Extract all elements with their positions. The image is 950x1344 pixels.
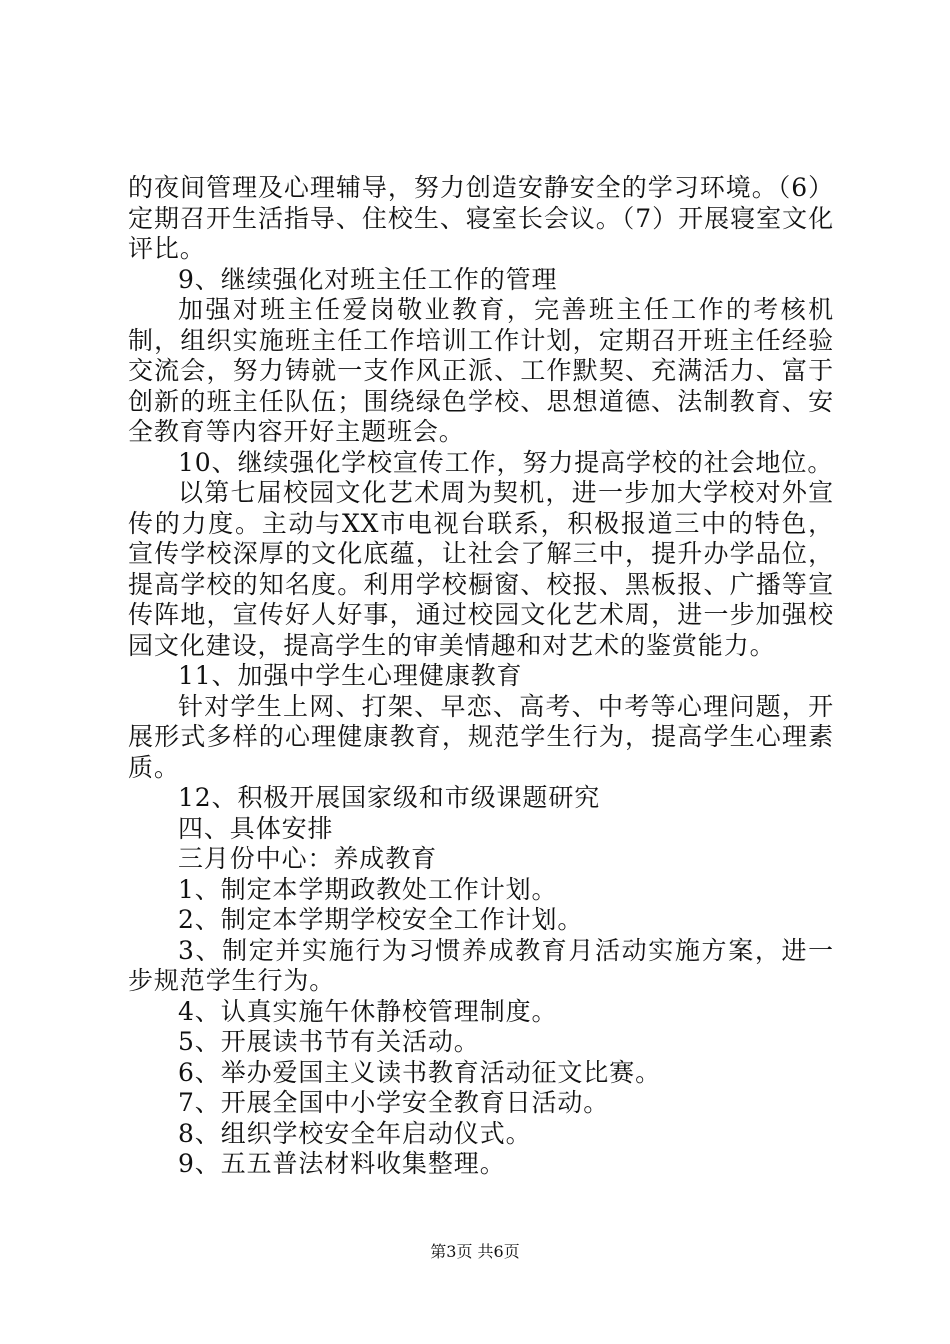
heading-item-9: 9、继续强化对班主任工作的管理 [178,264,558,294]
list-item: 6、举办爱国主义读书教育活动征文比赛。 [178,1057,662,1087]
list-item: 4、认真实施午休静校管理制度。 [178,996,558,1026]
section-heading-arrangement: 四、具体安排 [178,813,334,843]
list-item: 7、开展全国中小学安全教育日活动。 [178,1088,610,1117]
list-item: 8、组织学校安全年启动仪式。 [178,1118,532,1148]
paragraph-publicity: 以第七届校园文化艺术周为契机，进一步加大学校对外宣传的力度。主动与XX市电视台联系，积极报道三中的特色，宣传学校深厚的文化底蕴，让社会了解三中，提升办学品位，提高学校的知名度。利用学校橱窗、校报、黑板报、广播等宣传阵地，宣传好人好事，通过校园文化艺术周，进一步加强校园文化建设，提高学生的审美情趣和对艺术的鉴赏能力。 [128,478,834,660]
paragraph-class-teacher: 加强对班主任爱岗敬业教育，完善班主任工作的考核机制，组织实施班主任工作培训工作计划，定期召开班主任经验交流会，努力铸就一支作风正派、工作默契、充满活力、富于创新的班主任队伍；围绕绿色学校、思想道德、法制教育、安全教育等内容开好主题班会。 [128,295,834,446]
march-focus-heading: 三月份中心：养成教育 [178,844,438,873]
heading-item-12: 12、积极开展国家级和市级课题研究 [178,783,601,812]
paragraph-mental-health: 针对学生上网、打架、早恋、高考、中考等心理问题，开展形式多样的心理健康教育，规范学生行为，提高学生心理素质。 [128,691,834,782]
paragraph-continuation: 的夜间管理及心理辅导，努力创造安静安全的学习环境。（6）定期召开生活指导、住校生、寝室长会议。（7）开展寝室文化评比。 [128,173,834,263]
heading-item-11: 11、加强中学生心理健康教育 [178,661,523,690]
heading-item-10: 10、继续强化学校宣传工作，努力提高学校的社会地位。 [178,447,834,477]
page-number-footer: 第3页 共6页 [430,1242,520,1261]
list-item: 3、制定并实施行为习惯养成教育月活动实施方案，进一步规范学生行为。 [128,935,834,995]
list-item: 9、五五普法材料收集整理。 [178,1149,506,1178]
list-item: 2、制定本学期学校安全工作计划。 [178,905,584,934]
document-body [128,173,834,1180]
list-item: 1、制定本学期政教处工作计划。 [178,874,558,904]
list-item: 5、开展读书节有关活动。 [178,1027,480,1056]
